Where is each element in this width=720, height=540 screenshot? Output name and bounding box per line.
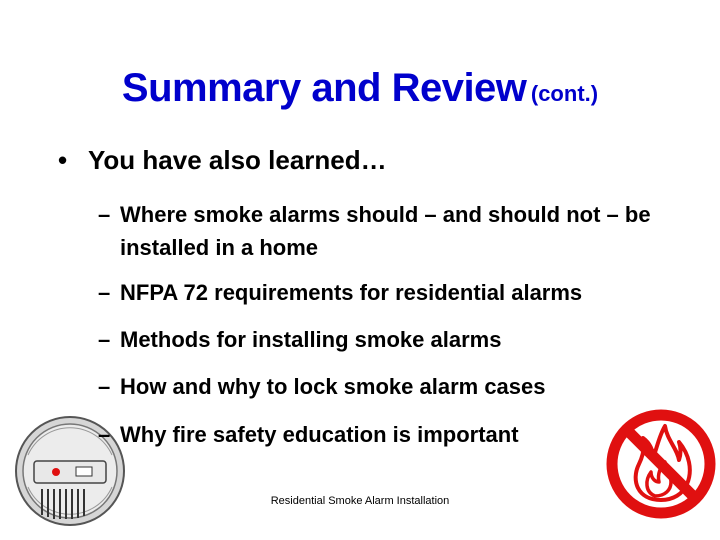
sub-item-text: NFPA 72 requirements for residential alarms [120, 280, 583, 305]
slide-title [0, 66, 720, 111]
sub-item-4 [98, 370, 698, 403]
sub-item-marker: – [98, 374, 111, 399]
sub-item-2 [98, 276, 698, 309]
sub-item-3 [98, 323, 698, 356]
bullet-text: You have also learned… [88, 145, 387, 175]
sub-item-marker: – [98, 327, 111, 352]
footer-text: Residential Smoke Alarm Installation [270, 495, 450, 507]
title-main: Summary and Review [121, 66, 527, 110]
sub-item-text: How and why to lock smoke alarm cases [120, 374, 546, 399]
sub-item-text: Why fire safety education is important [120, 422, 519, 447]
bullet-marker: • [58, 145, 68, 175]
sub-item-marker: – [98, 422, 111, 447]
sub-item-marker: – [98, 202, 111, 227]
sub-item-1 [98, 198, 658, 264]
bullet-item [58, 145, 387, 176]
sub-item-text: Where smoke alarms should – and should not – be installed in a home [120, 202, 651, 260]
sub-item-text: Methods for installing smoke alarms [120, 327, 502, 352]
sub-item-marker: – [98, 280, 111, 305]
title-suffix: (cont.) [530, 81, 599, 106]
